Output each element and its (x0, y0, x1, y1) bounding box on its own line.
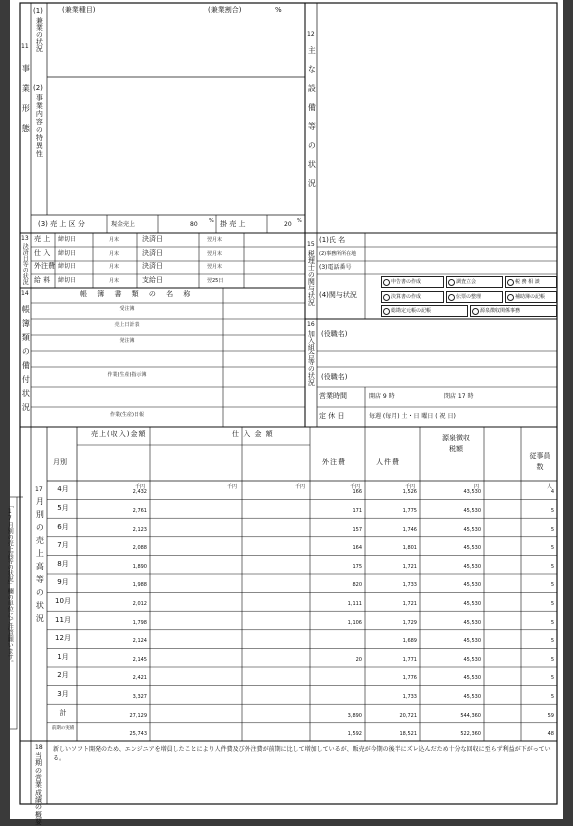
table-cell-value: 1,776 (402, 675, 417, 682)
table-cell-value: 1,890 (132, 563, 147, 570)
table-cell-value: 1,729 (402, 619, 417, 626)
tax-form-sheet (6, 0, 563, 826)
book-name: 発注簿 (119, 338, 135, 344)
involvement-checkbox (383, 294, 390, 301)
table-cell-value: 2,421 (132, 675, 147, 682)
s11-number: 11 (21, 43, 29, 50)
table-cell-value: 1,733 (402, 582, 417, 589)
closing-day-value: 月末 (109, 237, 120, 243)
s16-title: 加入組合等の状況 (307, 330, 316, 386)
closing-time: 閉店 17 時 (444, 393, 474, 400)
involvement-option-label: 決算書の作成 (391, 293, 422, 300)
table-cell-value: 820 (352, 582, 362, 589)
table-cell-value: 45,530 (463, 619, 481, 626)
table-cell-value: 5 (550, 582, 554, 589)
cash-sales-label: 現金売上 (111, 221, 136, 228)
unit-label: 千円 (349, 484, 360, 490)
s17-side-note: 「17月別の売上高等の状況」欄の単位にご注意願います。 (6, 502, 14, 666)
settlement-row-label: 売 上 (34, 235, 51, 243)
settlement-day-label: 決済日 (142, 235, 163, 243)
table-cell-value: 1,721 (402, 563, 417, 570)
accountant-office-label: (2)事務所所在地 (319, 251, 357, 257)
closing-day-value: 月末 (109, 264, 120, 271)
sales-category-label: (3) 売 上 区 分 (38, 220, 85, 228)
unit-label: 千円 (294, 484, 305, 490)
s12-title: 主な設備等の状況 (307, 46, 317, 198)
table-cell-value: 5 (550, 693, 554, 700)
closing-day-label: 締切日 (58, 276, 77, 284)
table-cell-value: 2,088 (132, 545, 147, 552)
s13-title: 決済日等の状況 (21, 243, 29, 285)
month-label: 8月 (57, 559, 69, 568)
table-cell-value: 5 (550, 545, 554, 552)
s11-title: 事業形態 (21, 64, 31, 144)
s13-number: 13 (21, 235, 29, 242)
col-purchase-header: 仕 入 金 額 (232, 430, 274, 438)
s16-number: 16 (307, 321, 315, 328)
s14-title: 帳簿類の備付状況 (21, 305, 31, 417)
cash-sales-pct: % (209, 218, 214, 224)
table-cell-value: 157 (352, 526, 362, 533)
involvement-checkbox (448, 279, 455, 286)
col-month-header: 月別 (53, 458, 67, 466)
col-withholding-header: 源泉徴収税額 (442, 434, 470, 454)
credit-sales-value: 20 (284, 221, 292, 228)
month-label: 7月 (57, 541, 69, 550)
table-cell-value: 48 (547, 731, 554, 738)
unit-label: 千円 (134, 484, 145, 490)
table-cell-value: 45,530 (463, 526, 481, 533)
settlement-day-value: 翌月末 (207, 264, 223, 271)
table-cell-value: 45,530 (463, 656, 481, 663)
involvement-option-label: 申告書の作成 (391, 278, 422, 285)
accountant-phone-label: (3)電話番号 (319, 264, 352, 271)
holiday-label: 定 休 日 (319, 412, 345, 420)
s18-number: 18 (35, 744, 43, 751)
s15-title: 税理士の関与状況 (307, 250, 316, 306)
book-name: 作業(生産)指示簿 (107, 372, 147, 378)
involvement-checkbox (383, 308, 390, 315)
book-name: 受注簿 (119, 306, 135, 312)
unit-label: 円 (473, 484, 479, 490)
s12-number: 12 (307, 31, 315, 38)
table-cell-value: 3,890 (347, 712, 362, 719)
table-cell-value: 45,530 (463, 638, 481, 645)
table-cell-value: 2,145 (132, 656, 147, 663)
performance-summary: 新しいソフト開発のため、エンジニアを増員したことにより人件費及び外注費が前期に比して増加しているが、販売が今期の後半にズレ込んだため十分な回収に至らず利益が下がっている。 (53, 746, 551, 762)
table-cell-value: 20,721 (399, 712, 417, 719)
business-ratio-pct: % (275, 6, 282, 14)
table-cell-value: 45,530 (463, 507, 481, 514)
table-cell-value: 5 (550, 526, 554, 533)
book-name: 売上日計表 (114, 322, 140, 328)
col-personnel-header: 人件費 (376, 458, 400, 466)
table-cell-value: 1,592 (347, 731, 362, 738)
table-cell-value: 27,129 (129, 712, 147, 719)
involvement-checkbox (507, 294, 514, 301)
table-cell-value: 166 (352, 489, 362, 496)
s11-item1-number: (1) (33, 7, 43, 15)
involvement-option-label: 伝票の整理 (456, 293, 482, 300)
involvement-checkbox (507, 279, 514, 286)
table-cell-value: 5 (550, 619, 554, 626)
credit-sales-pct: % (297, 218, 302, 224)
closing-day-value: 月末 (109, 250, 120, 257)
involvement-option-label: 補助簿の記帳 (515, 293, 546, 300)
unit-label: 千円 (226, 484, 237, 490)
involvement-option-label: 税 務 相 談 (515, 278, 540, 285)
s11-item2-number: (2) (33, 84, 43, 92)
settlement-day-value: 翌25日 (207, 277, 224, 284)
settlement-row-label: 仕 入 (34, 248, 51, 257)
s18-title: 当期の営業成績の概要 (35, 752, 42, 826)
settlement-day-value: 翌月末 (207, 237, 223, 243)
involvement-checkbox (448, 294, 455, 301)
holiday-value: 毎週 (毎月) 土・日 曜日 ( 祝 日) (369, 413, 456, 420)
table-cell-value: 2,124 (132, 638, 147, 645)
s17-number: 17 (35, 486, 43, 493)
cash-sales-value: 80 (190, 221, 198, 228)
table-cell-value: 5 (550, 507, 554, 514)
table-cell-value: 2,761 (132, 507, 147, 514)
table-cell-value: 5 (550, 638, 554, 645)
settlement-day-label: 決済日 (142, 262, 163, 271)
s11-item1-label: 兼業の状況 (35, 17, 44, 52)
business-hours-label: 営業時間 (319, 392, 347, 400)
s15-number: 15 (307, 241, 315, 248)
table-cell-value: 2,012 (132, 600, 147, 607)
table-cell-value: 1,106 (347, 619, 362, 626)
table-cell-value: 45,530 (463, 675, 481, 682)
table-cell-value: 20 (355, 656, 362, 663)
table-cell-value: 5 (550, 563, 554, 570)
month-label: 10月 (55, 596, 71, 605)
table-cell-value: 5 (550, 600, 554, 607)
settlement-row-label: 給 料 (34, 275, 51, 284)
table-cell-value: 59 (547, 712, 554, 719)
table-cell-value: 544,360 (460, 712, 481, 719)
table-cell-value: 1,721 (402, 600, 417, 607)
closing-day-label: 締切日 (58, 249, 77, 257)
s11-item2-label: 事業内容の特異性 (35, 94, 44, 158)
table-cell-value: 45,530 (463, 563, 481, 570)
table-cell-value: 175 (352, 563, 362, 570)
table-cell-value: 164 (352, 545, 362, 552)
table-cell-value: 5 (550, 656, 554, 663)
involvement-option-label: 総勘定元帳の記帳 (391, 307, 432, 314)
table-cell-value: 1,988 (132, 582, 147, 589)
month-label: 4月 (57, 485, 69, 494)
table-cell-value: 45,530 (463, 545, 481, 552)
table-cell-value: 1,111 (347, 600, 362, 607)
involvement-label: (4)関与状況 (319, 291, 357, 299)
table-cell-value: 5 (550, 675, 554, 682)
col-sales-header: 売上(収入)金額 (91, 430, 147, 438)
s14-number: 14 (21, 290, 29, 297)
book-name: 作業(生産)日報 (110, 412, 144, 418)
table-cell-value: 45,530 (463, 693, 481, 700)
settlement-row-label: 外注費 (34, 262, 55, 271)
unit-label: 人 (546, 484, 552, 490)
month-label: 5月 (57, 503, 69, 512)
settlement-day-label: 支給日 (142, 275, 163, 284)
involvement-checkbox (472, 308, 479, 315)
association-position-1: (役職名) (321, 330, 348, 338)
table-cell-value: 3,327 (132, 693, 147, 700)
books-header: 帳 簿 書 類 の 名 称 (80, 290, 195, 298)
opening-time: 開店 9 時 (369, 393, 395, 400)
table-cell-value: 45,530 (463, 582, 481, 589)
s17-title: 月別の売上高等の状況 (35, 497, 45, 627)
table-cell-value: 45,530 (463, 600, 481, 607)
table-cell-value: 43,530 (463, 489, 481, 496)
month-label: 1月 (57, 652, 69, 661)
business-ratio-label: (兼業割合) (208, 6, 242, 14)
col-outsourcing-header: 外注費 (322, 458, 346, 466)
settlement-day-label: 決済日 (142, 248, 163, 257)
credit-sales-label: 掛 売 上 (220, 220, 246, 228)
month-label: 前期の実績 (51, 726, 75, 732)
involvement-option-label: 源泉徴収関係事務 (480, 307, 521, 314)
month-label: 9月 (57, 578, 69, 587)
col-employees-header: 従事員数 (529, 452, 551, 471)
accountant-name-label: (1)氏 名 (319, 236, 346, 244)
table-cell-value: 1,526 (402, 489, 417, 496)
month-label: 計 (59, 708, 67, 717)
table-cell-value: 1,798 (132, 619, 147, 626)
closing-day-label: 締切日 (58, 236, 77, 243)
table-cell-value: 171 (352, 507, 362, 514)
table-cell-value: 1,771 (402, 656, 417, 663)
month-label: 11月 (55, 615, 71, 624)
unit-label: 千円 (404, 484, 415, 490)
table-cell-value: 1,746 (402, 526, 417, 533)
closing-day-value: 月末 (109, 277, 120, 284)
business-type-label: (兼業種目) (62, 6, 96, 14)
settlement-day-value: 翌月末 (207, 250, 223, 257)
table-cell-value: 1,733 (402, 693, 417, 700)
table-cell-value: 1,689 (402, 638, 417, 645)
table-cell-value: 4 (550, 489, 554, 496)
association-position-2: (役職名) (321, 373, 348, 381)
table-cell-value: 18,521 (399, 731, 417, 738)
table-cell-value: 1,775 (402, 507, 417, 514)
table-cell-value: 2,432 (132, 489, 147, 496)
table-cell-value: 1,801 (402, 545, 417, 552)
month-label: 12月 (55, 634, 71, 643)
month-label: 6月 (57, 522, 69, 531)
closing-day-label: 締切日 (58, 263, 77, 271)
month-label: 2月 (57, 671, 69, 680)
table-cell-value: 25,743 (129, 731, 147, 738)
involvement-option-label: 調査立会 (456, 278, 477, 285)
involvement-checkbox (383, 279, 390, 286)
table-cell-value: 522,360 (460, 731, 481, 738)
month-label: 3月 (57, 689, 69, 698)
table-cell-value: 2,123 (132, 526, 147, 533)
